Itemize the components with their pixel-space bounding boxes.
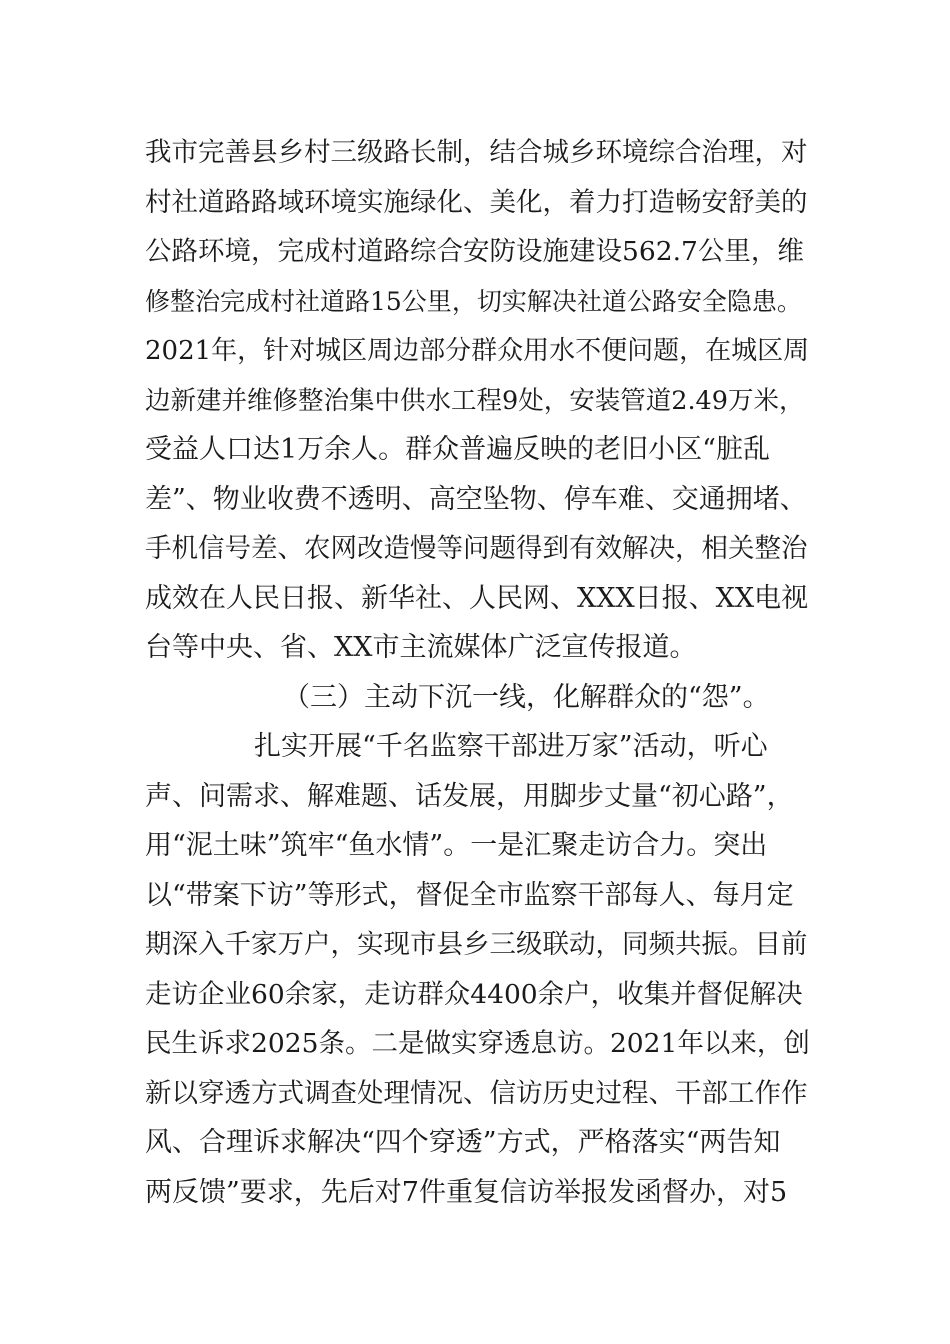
paragraph-line: 走访企业60余家，走访群众4400余户，收集并督促解决 (145, 979, 803, 1010)
paragraph-line: 修整治完成村社道路15公里，切实解决社道公路安全隐患。 (145, 287, 802, 316)
paragraph-line: 两反馈”要求，先后对7件重复信访举报发函督办，对5 (145, 1177, 788, 1208)
section-heading: （三）主动下沉一线，化解群众的“怨”。 (283, 682, 770, 713)
paragraph-line: 受益人口达1万余人。群众普遍反映的老旧小区“脏乱 (145, 434, 770, 465)
paragraph-line: 扎实开展“千名监察干部进万家”活动，听心 (254, 731, 768, 762)
paragraph-line: 边新建并维修整治集中供水工程9处，安装管道2.49万米， (145, 386, 805, 416)
paragraph-line: 台等中央、省、XX市主流媒体广泛宣传报道。 (145, 632, 697, 663)
paragraph-line: 期深入千家万户，实现市县乡三级联动，同频共振。目前 (145, 929, 808, 960)
paragraph-line: 手机信号差、农网改造慢等问题得到有效解决，相关整治 (145, 533, 808, 564)
paragraph-line: 新以穿透方式调查处理情况、信访历史过程、干部工作作 (145, 1078, 808, 1109)
paragraph-line: 村社道路路域环境实施绿化、美化，着力打造畅安舒美的 (145, 187, 808, 218)
paragraph-line: 风、合理诉求解决“四个穿透”方式，严格落实“两告知 (145, 1127, 781, 1158)
paragraph-line: 用“泥土味”筑牢“鱼水情”。一是汇聚走访合力。突出 (145, 830, 768, 861)
paragraph-line: 声、问需求、解难题、话发展，用脚步丈量“初心路”， (145, 781, 794, 812)
paragraph-line: 差”、物业收费不透明、高空坠物、停车难、交通拥堵、 (145, 484, 807, 515)
paragraph-line: 2021年，针对城区周边部分群众用水不便问题，在城区周 (145, 336, 810, 366)
paragraph-line: 公路环境，完成村道路综合安防设施建设562.7公里，维 (145, 236, 804, 267)
paragraph-line: 以“带案下访”等形式，督促全市监察干部每人、每月定 (145, 880, 794, 911)
paragraph-line: 民生诉求2025条。二是做实穿透息访。2021年以来，创 (145, 1028, 810, 1059)
paragraph-line: 我市完善县乡村三级路长制，结合城乡环境综合治理，对 (145, 137, 808, 168)
paragraph-line: 成效在人民日报、新华社、人民网、XXX日报、XX电视 (145, 583, 809, 614)
